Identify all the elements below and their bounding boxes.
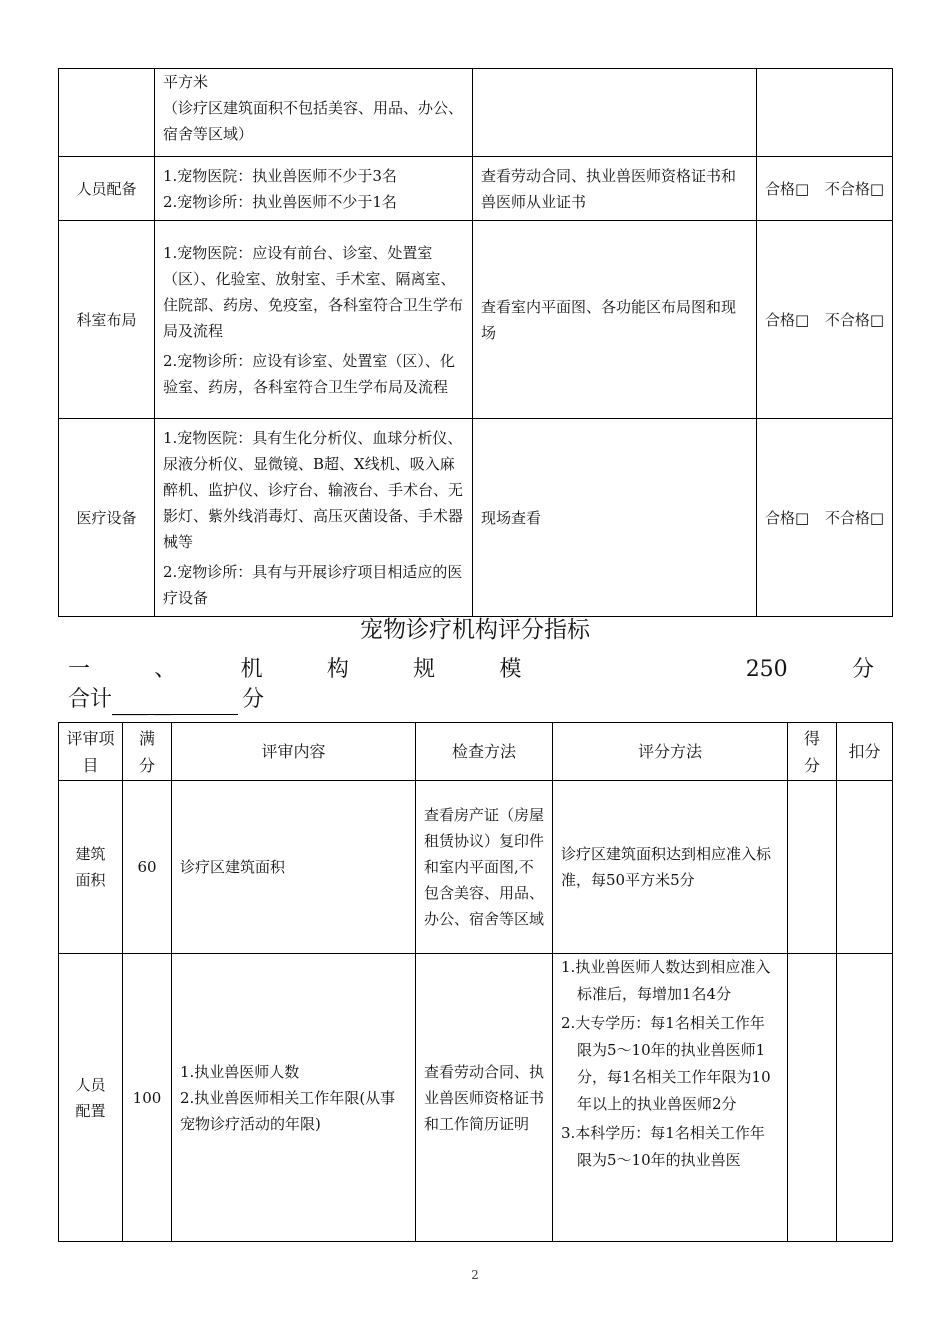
content-cell xyxy=(172,781,416,954)
content-line: 2.宠物诊所：应设有诊室、处置室（区）、化验室、药房，各科室符合卫生学布局及流程 xyxy=(163,351,455,396)
fail-checkbox[interactable]: 不合格□ xyxy=(824,508,884,527)
scoring-line: 诊疗区建筑面积达到相应准入标准，每50平方米5分 xyxy=(561,845,772,889)
header-item: 评审项目 xyxy=(59,723,123,781)
content-cell xyxy=(155,221,473,419)
table-row xyxy=(59,221,893,419)
content-line: 1.宠物医院：具有生化分析仪、血球分析仪、尿液分析仪、显微镜、B超、X线机、吸入麻醉机、监护仪、诊疗台、输液台、手术台、无影灯、紫外线消毒灯、高压灭菌设备、手术器械等 xyxy=(163,428,464,551)
got-cell[interactable] xyxy=(788,954,837,1242)
scoring-cell xyxy=(553,954,788,1242)
score-cell: 60 xyxy=(123,781,172,954)
check-cell xyxy=(757,221,893,419)
page-title: 宠物诊疗机构评分指标 xyxy=(360,617,590,643)
total-blank[interactable] xyxy=(112,690,238,715)
method-cell xyxy=(473,69,757,157)
content-cell xyxy=(155,69,473,157)
scoring-table xyxy=(58,722,893,1242)
section-char: 规 xyxy=(413,657,436,682)
table-row xyxy=(59,781,893,954)
section-heading xyxy=(68,655,874,685)
item-cell: 建筑面积 xyxy=(59,781,123,954)
scoring-line: 3.本科学历：每1名相关工作年限为5～10年的执业兽医 xyxy=(561,1124,765,1169)
content-cell xyxy=(155,157,473,221)
table-row xyxy=(59,419,893,617)
content-line: 1.执业兽医师人数 xyxy=(180,1062,300,1081)
section-char: 机 xyxy=(240,657,263,682)
header-method: 检查方法 xyxy=(416,723,553,781)
pass-checkbox[interactable]: 合格□ xyxy=(765,179,810,198)
content-line: 诊疗区建筑面积 xyxy=(180,858,286,876)
page-number: 2 xyxy=(471,1268,479,1282)
item-cell: 人员配备 xyxy=(59,157,155,221)
item-cell xyxy=(59,69,155,157)
total-unit: 分 xyxy=(242,687,265,712)
fail-checkbox[interactable]: 不合格□ xyxy=(824,179,884,198)
item-cell: 医疗设备 xyxy=(59,419,155,617)
content-cell xyxy=(172,954,416,1242)
check-cell xyxy=(757,69,893,157)
method-cell: 查看室内平面图、各功能区布局图和现场 xyxy=(473,221,757,419)
content-line: （诊疗区建筑面积不包括美容、用品、办公、宿舍等区域） xyxy=(163,99,464,143)
method-cell: 查看劳动合同、执业兽医师资格证书和兽医师从业证书 xyxy=(473,157,757,221)
check-cell xyxy=(757,157,893,221)
content-line: 2.执业兽医师相关工作年限(从事宠物诊疗活动的年限) xyxy=(180,1088,396,1133)
section-unit: 分 xyxy=(851,657,874,682)
header-got: 得分 xyxy=(788,723,837,781)
content-cell xyxy=(155,419,473,617)
got-cell[interactable] xyxy=(788,781,837,954)
item-cell: 人员配置 xyxy=(59,954,123,1242)
scoring-line: 2.大专学历：每1名相关工作年限为5～10年的执业兽医师1分，每1名相关工作年限为10年以上的执业兽医师2分 xyxy=(561,1014,771,1113)
header-scoring: 评分方法 xyxy=(553,723,788,781)
scoring-cell xyxy=(553,781,788,954)
header-content: 评审内容 xyxy=(172,723,416,781)
pass-checkbox[interactable]: 合格□ xyxy=(765,310,810,329)
table-row xyxy=(59,954,893,1242)
header-deduct: 扣分 xyxy=(837,723,893,781)
fail-checkbox[interactable]: 不合格□ xyxy=(824,310,884,329)
content-line: 2.宠物诊所：执业兽医师不少于1名 xyxy=(163,192,397,211)
table-row xyxy=(59,69,893,157)
section-char: 一 xyxy=(68,657,91,682)
qualification-table xyxy=(58,68,893,617)
total-line xyxy=(68,685,264,715)
content-line: 2.宠物诊所：具有与开展诊疗项目相适应的医疗设备 xyxy=(163,562,463,607)
check-cell xyxy=(757,419,893,617)
item-cell: 科室布局 xyxy=(59,221,155,419)
score-cell: 100 xyxy=(123,954,172,1242)
total-label: 合计 xyxy=(68,687,113,712)
pass-checkbox[interactable]: 合格□ xyxy=(765,508,810,527)
total-blank-text: ____ __ xyxy=(112,695,178,716)
method-cell: 查看劳动合同、执业兽医师资格证书和工作简历证明 xyxy=(416,954,553,1242)
method-cell: 现场查看 xyxy=(473,419,757,617)
section-char: 模 xyxy=(499,657,522,682)
header-score: 满分 xyxy=(123,723,172,781)
deduct-cell[interactable] xyxy=(837,954,893,1242)
section-char: 、 xyxy=(154,657,177,682)
method-cell: 查看房产证（房屋租赁协议）复印件和室内平面图,不包含美容、用品、办公、宿舍等区域 xyxy=(416,781,553,954)
section-char: 构 xyxy=(326,657,349,682)
section-score: 250 xyxy=(745,657,788,682)
content-line: 1.宠物医院：执业兽医师不少于3名 xyxy=(163,166,397,185)
deduct-cell[interactable] xyxy=(837,781,893,954)
content-line: 平方米 xyxy=(163,73,209,91)
table-row xyxy=(59,157,893,221)
content-line: 1.宠物医院：应设有前台、诊室、处置室（区）、化验室、放射室、手术室、隔离室、住院部、药房、免疫室，各科室符合卫生学布局及流程 xyxy=(163,243,464,340)
scoring-line: 1.执业兽医师人数达到相应准入标准后，每增加1名4分 xyxy=(561,958,771,1003)
table-header-row xyxy=(59,723,893,781)
